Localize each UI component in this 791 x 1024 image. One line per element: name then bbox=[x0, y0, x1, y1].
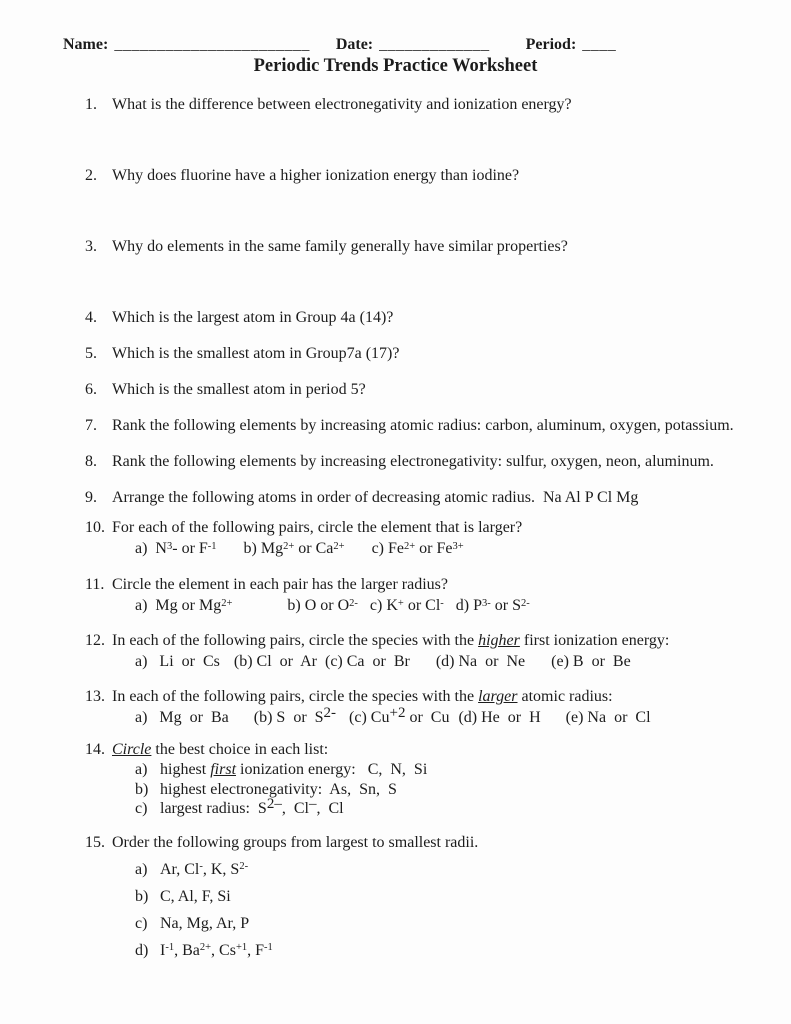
question-text: For each of the following pairs, circle the element that is larger? bbox=[112, 519, 523, 536]
question-text: Which is the largest atom in Group 4a (14)? bbox=[112, 309, 394, 326]
question-4 bbox=[85, 308, 761, 328]
name-label: Name: bbox=[63, 36, 109, 53]
option-b: (b) Cl or Ar bbox=[233, 653, 317, 670]
question-number: 8. bbox=[85, 453, 97, 470]
options-row bbox=[135, 539, 761, 559]
page-title: Periodic Trends Practice Worksheet bbox=[253, 56, 538, 76]
question-13 bbox=[85, 687, 761, 728]
option-text: Na, Mg, Ar, P bbox=[160, 914, 250, 932]
worksheet-header bbox=[63, 36, 791, 54]
question-number: 6. bbox=[85, 381, 97, 398]
list-item-b bbox=[135, 887, 761, 907]
question-number: 3. bbox=[85, 238, 97, 255]
option-b: b) O or $O^{2-}$ bbox=[287, 597, 358, 614]
options-row bbox=[135, 705, 761, 728]
question-text: Why does fluorine have a higher ionization energy than iodine? bbox=[112, 167, 520, 184]
option-c: c) K+ or Cl- bbox=[369, 597, 444, 614]
question-text: Circle the element in each pair has the larger radius? bbox=[112, 576, 448, 593]
question-text: Rank the following elements by increasing electronegativity: sulfur, oxygen, neon, aluminum. bbox=[112, 453, 714, 470]
question-number: 10. bbox=[85, 519, 105, 536]
period-group bbox=[526, 36, 617, 54]
option-label: a) bbox=[135, 761, 148, 778]
question-number: 14. bbox=[85, 741, 105, 758]
question-11 bbox=[85, 575, 761, 616]
option-c: (c) $Cu^{+2}$ or Cu bbox=[349, 705, 450, 726]
option-label: c) bbox=[135, 914, 148, 932]
question-text: In each of the following pairs, circle the species with the higher first ionization energy: bbox=[112, 632, 670, 649]
question-15 bbox=[85, 833, 761, 961]
option-b: b) $Mg^{2+}$ or $Ca^{2+}$ bbox=[243, 540, 345, 557]
list-item-a bbox=[135, 860, 761, 880]
name-group bbox=[63, 36, 310, 54]
date-label: Date: bbox=[335, 36, 374, 53]
question-number: 5. bbox=[85, 345, 97, 362]
option-a: a) Mg or $Mg^{2+}$ bbox=[135, 597, 233, 614]
option-text: largest radius: $S^{2-}$, Cl–, Cl bbox=[160, 796, 344, 817]
option-a: a) Li or Cs bbox=[135, 653, 220, 670]
period-label: Period: bbox=[525, 36, 577, 53]
question-number: 4. bbox=[85, 309, 97, 326]
option-text: $I^{-1}$, $Ba^{2+}$, $Cs^{+1}$, $F^{-1}$ bbox=[160, 941, 273, 959]
question-text: Rank the following elements by increasing atomic radius: carbon, aluminum, oxygen, potassium. bbox=[112, 417, 734, 434]
question-3 bbox=[85, 237, 761, 257]
question-12 bbox=[85, 631, 761, 672]
options-row bbox=[135, 652, 761, 672]
option-b: (b) S or $S^{2-}$ bbox=[253, 705, 337, 726]
question-6 bbox=[85, 380, 761, 400]
question-text: Circle the best choice in each list: bbox=[112, 741, 329, 758]
option-d: (d) Na or Ne bbox=[435, 653, 526, 670]
date-group bbox=[336, 36, 490, 54]
option-d: d) $P^{3-}$ or $S^{2-}$ bbox=[455, 597, 530, 614]
question-2 bbox=[85, 166, 761, 186]
date-blank-line: _____________ bbox=[379, 36, 490, 53]
option-c: c) $Fe^{2+}$ or $Fe^{3+}$ bbox=[371, 540, 464, 557]
question-text: What is the difference between electronegativity and ionization energy? bbox=[112, 96, 572, 113]
question-8 bbox=[85, 452, 761, 472]
option-text: highest first ionization energy: C, N, Si bbox=[160, 761, 428, 778]
question-text: Order the following groups from largest to smallest radii. bbox=[112, 833, 479, 851]
list-item-c bbox=[135, 796, 761, 819]
question-number: 15. bbox=[85, 833, 105, 851]
period-blank-line: ____ bbox=[582, 36, 617, 53]
option-text: highest electronegativity: As, Sn, S bbox=[160, 780, 397, 798]
option-a: a) $N^3-$ or $F^{-1}$ bbox=[135, 540, 217, 557]
question-list bbox=[0, 95, 791, 961]
option-a: a) Mg or Ba bbox=[135, 709, 229, 726]
question-number: 1. bbox=[85, 96, 97, 113]
question-text: Arrange the following atoms in order of decreasing atomic radius. Na Al P Cl Mg bbox=[112, 489, 639, 506]
question-text: Which is the smallest atom in Group7a (17)? bbox=[112, 345, 400, 362]
name-blank-line: _______________________ bbox=[114, 36, 310, 53]
question-number: 11. bbox=[85, 576, 105, 593]
question-number: 7. bbox=[85, 417, 97, 434]
question-10 bbox=[85, 518, 761, 559]
list-item-c bbox=[135, 914, 761, 934]
list-item-d bbox=[135, 941, 761, 961]
question-text: In each of the following pairs, circle the species with the larger atomic radius: bbox=[112, 688, 613, 705]
list-item-b bbox=[135, 780, 761, 800]
options-row bbox=[135, 596, 761, 616]
option-e: (e) Na or Cl bbox=[565, 709, 651, 726]
option-text: C, Al, F, Si bbox=[160, 887, 231, 905]
option-e: (e) B or Be bbox=[551, 653, 631, 670]
option-label: b) bbox=[135, 887, 149, 905]
option-d: (d) He or H bbox=[458, 709, 541, 726]
question-text: Which is the smallest atom in period 5? bbox=[112, 381, 366, 398]
list-item-a bbox=[135, 760, 761, 780]
question-7 bbox=[85, 416, 761, 436]
option-label: a) bbox=[135, 860, 148, 878]
question-5 bbox=[85, 344, 761, 364]
question-14 bbox=[85, 740, 761, 819]
option-label: d) bbox=[135, 941, 149, 959]
question-number: 13. bbox=[85, 688, 105, 705]
question-number: 9. bbox=[85, 489, 97, 506]
question-number: 12. bbox=[85, 632, 105, 649]
option-label: c) bbox=[135, 800, 148, 817]
question-1 bbox=[85, 95, 761, 115]
question-number: 2. bbox=[85, 167, 97, 184]
option-c: (c) Ca or Br bbox=[324, 653, 410, 670]
question-text: Why do elements in the same family generally have similar properties? bbox=[112, 238, 568, 255]
question-9 bbox=[85, 488, 761, 508]
option-label: b) bbox=[135, 780, 149, 798]
option-text: Ar, Cl-, K, $S^{2-}$ bbox=[160, 860, 249, 878]
